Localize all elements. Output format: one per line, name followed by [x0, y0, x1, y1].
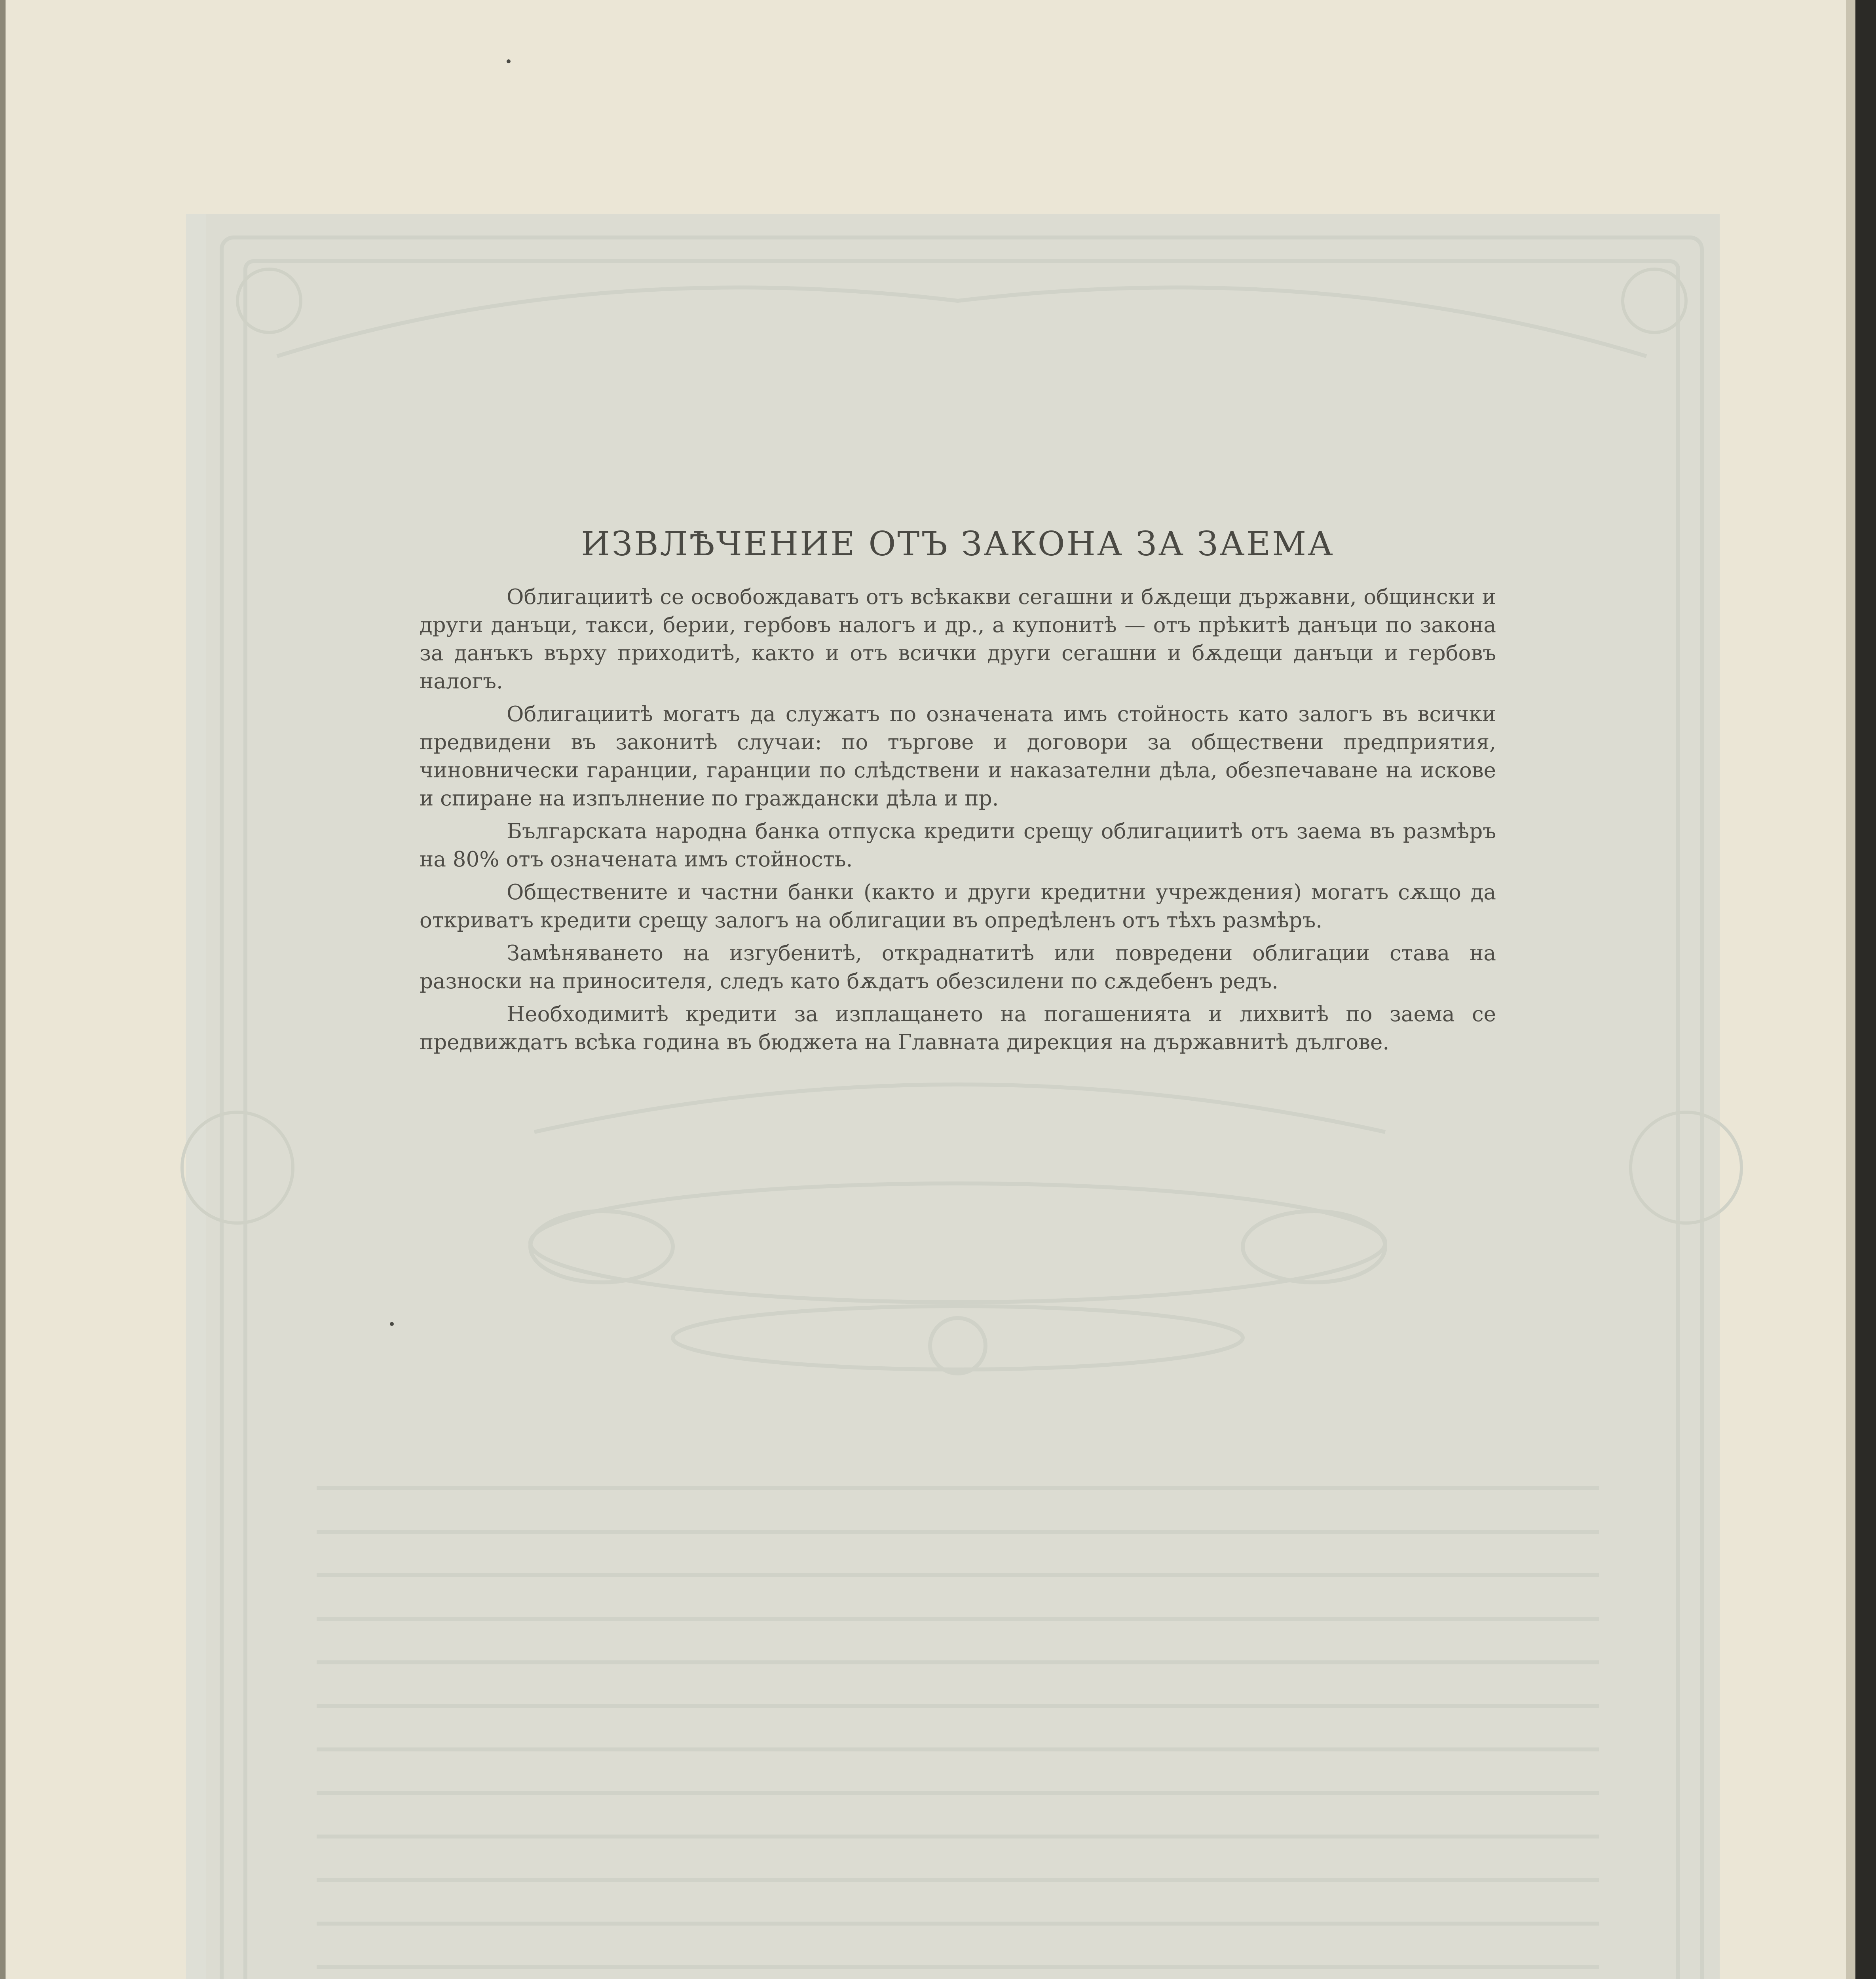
law-extract	[420, 524, 1496, 1061]
paragraph-replacement: Замѣняването на изгубенитѣ, откраднатитѣ или повредени облигации става на разноски на приносителя, следъ като бѫдатъ обезсилени по сѫдебенъ редъ.	[420, 941, 1496, 993]
paragraph-national-bank-credit: Българската народна банка отпуска кредити срещу облигациитѣ отъ заема въ размѣръ на 80% отъ означената имъ стойность.	[420, 819, 1496, 872]
scan-edge-left	[0, 0, 6, 1979]
paper-speck	[507, 59, 511, 63]
document-title: ИЗВЛѢЧЕНИЕ ОТЪ ЗАКОНА ЗА ЗАЕМА	[581, 524, 1335, 563]
paragraph-collateral-use: Облигациитѣ могатъ да служатъ по означената имъ стойность като залогъ въ всички предвидени въ законитѣ случаи: по търгове и договори за обществени предприятия, чиновнически гаранции, гаранции по слѣдствени и наказателни дѣла, обезпечаване на искове и спиране на изпълнение по граждански дѣла и пр.	[420, 702, 1496, 811]
paragraph-budget: Необходимитѣ кредити за изплащането на погашенията и лихвитѣ по заема се предвиждатъ всѣка година въ бюджета на Главната дирекция на държавнитѣ дългове.	[420, 1002, 1496, 1054]
scan-edge-right	[1855, 0, 1876, 1979]
paper-edge-right	[1846, 0, 1855, 1979]
paragraph-tax-exemption: Облигациитѣ се освобождаватъ отъ всѣкакви сегашни и бѫдещи държавни, общински и други данъци, такси, берии, гербовъ налогъ и др., а купонитѣ — отъ прѣкитѣ данъци по закона за данъкъ върху приходитѣ, както и отъ всички други сегашни и бѫдещи данъци и гербовъ налогъ.	[420, 585, 1496, 693]
paragraph-private-banks: Обществените и частни банки (както и други кредитни учреждения) могатъ сѫщо да откриватъ кредити срещу залогъ на облигации въ опредѣленъ отъ тѣхъ размѣръ.	[420, 880, 1496, 933]
paper-speck	[390, 1322, 394, 1326]
